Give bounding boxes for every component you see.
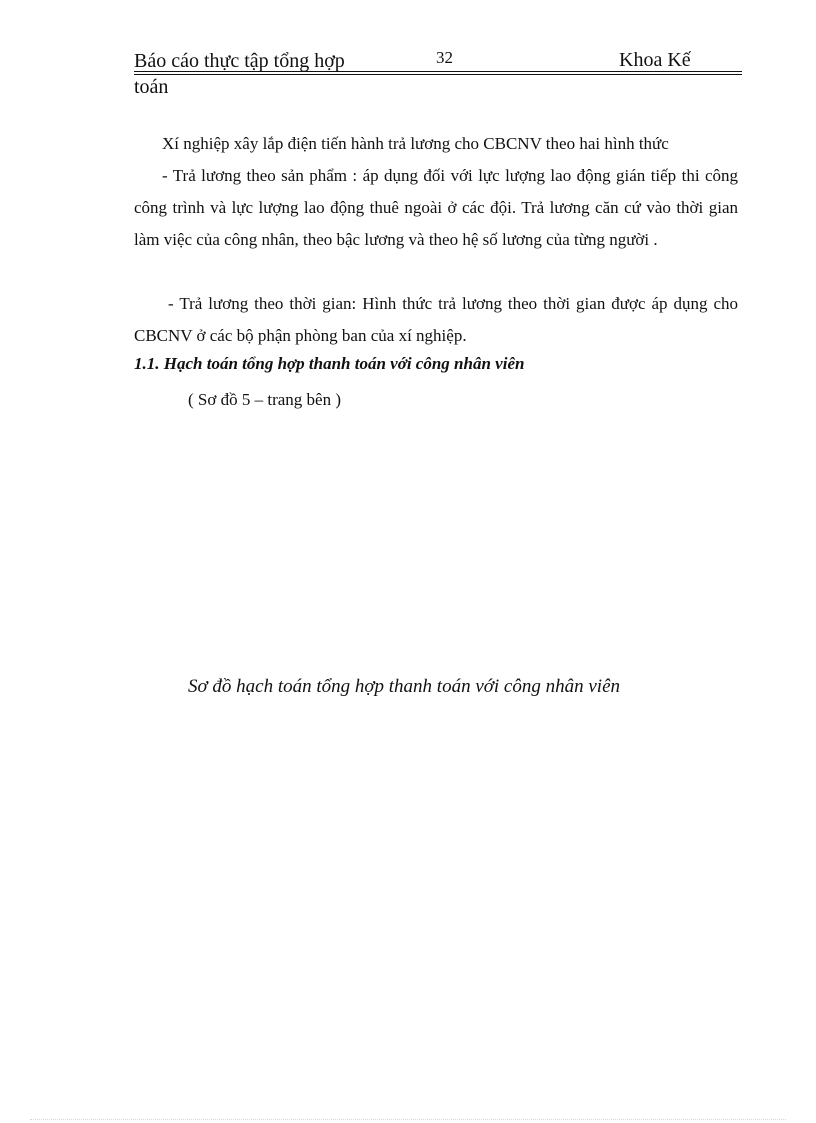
- diagram-title: Sơ đồ hạch toán tổng hợp thanh toán với công nhân viên: [188, 676, 621, 697]
- header-faculty-title: Khoa Kế: [619, 49, 691, 71]
- page-header: [134, 46, 742, 74]
- header-rule-top: [134, 71, 742, 72]
- section-diagram-reference: ( Sơ đồ 5 – trang bên ): [188, 390, 341, 409]
- paragraph-product-wage: - Trả lương theo sản phẩm : áp dụng đối với lực lượng lao động gián tiếp thi công công trình và lực lượng lao động thuê ngoài ở các đội. Trả lương căn cứ vào thời gian làm việc của công nhân, theo bậc lương và theo hệ số lương của từng người .: [134, 166, 738, 249]
- header-faculty-title-continued: toán: [134, 76, 169, 98]
- section-heading: 1.1. Hạch toán tổng hợp thanh toán với công nhân viên: [134, 354, 525, 373]
- header-report-title: Báo cáo thực tập tổng hợp: [134, 50, 345, 72]
- paragraph-time-wage: - Trả lương theo thời gian: Hình thức trả lương theo thời gian được áp dụng cho CBCNV ở các bộ phận phòng ban của xí nghiệp.: [134, 294, 738, 345]
- paragraph-intro: Xí nghiệp xây lắp điện tiến hành trả lương cho CBCNV theo hai hình thức: [162, 134, 669, 153]
- header-rule-bottom: [134, 74, 742, 75]
- page-bottom-divider: [30, 1119, 786, 1120]
- page-number: 32: [436, 48, 453, 67]
